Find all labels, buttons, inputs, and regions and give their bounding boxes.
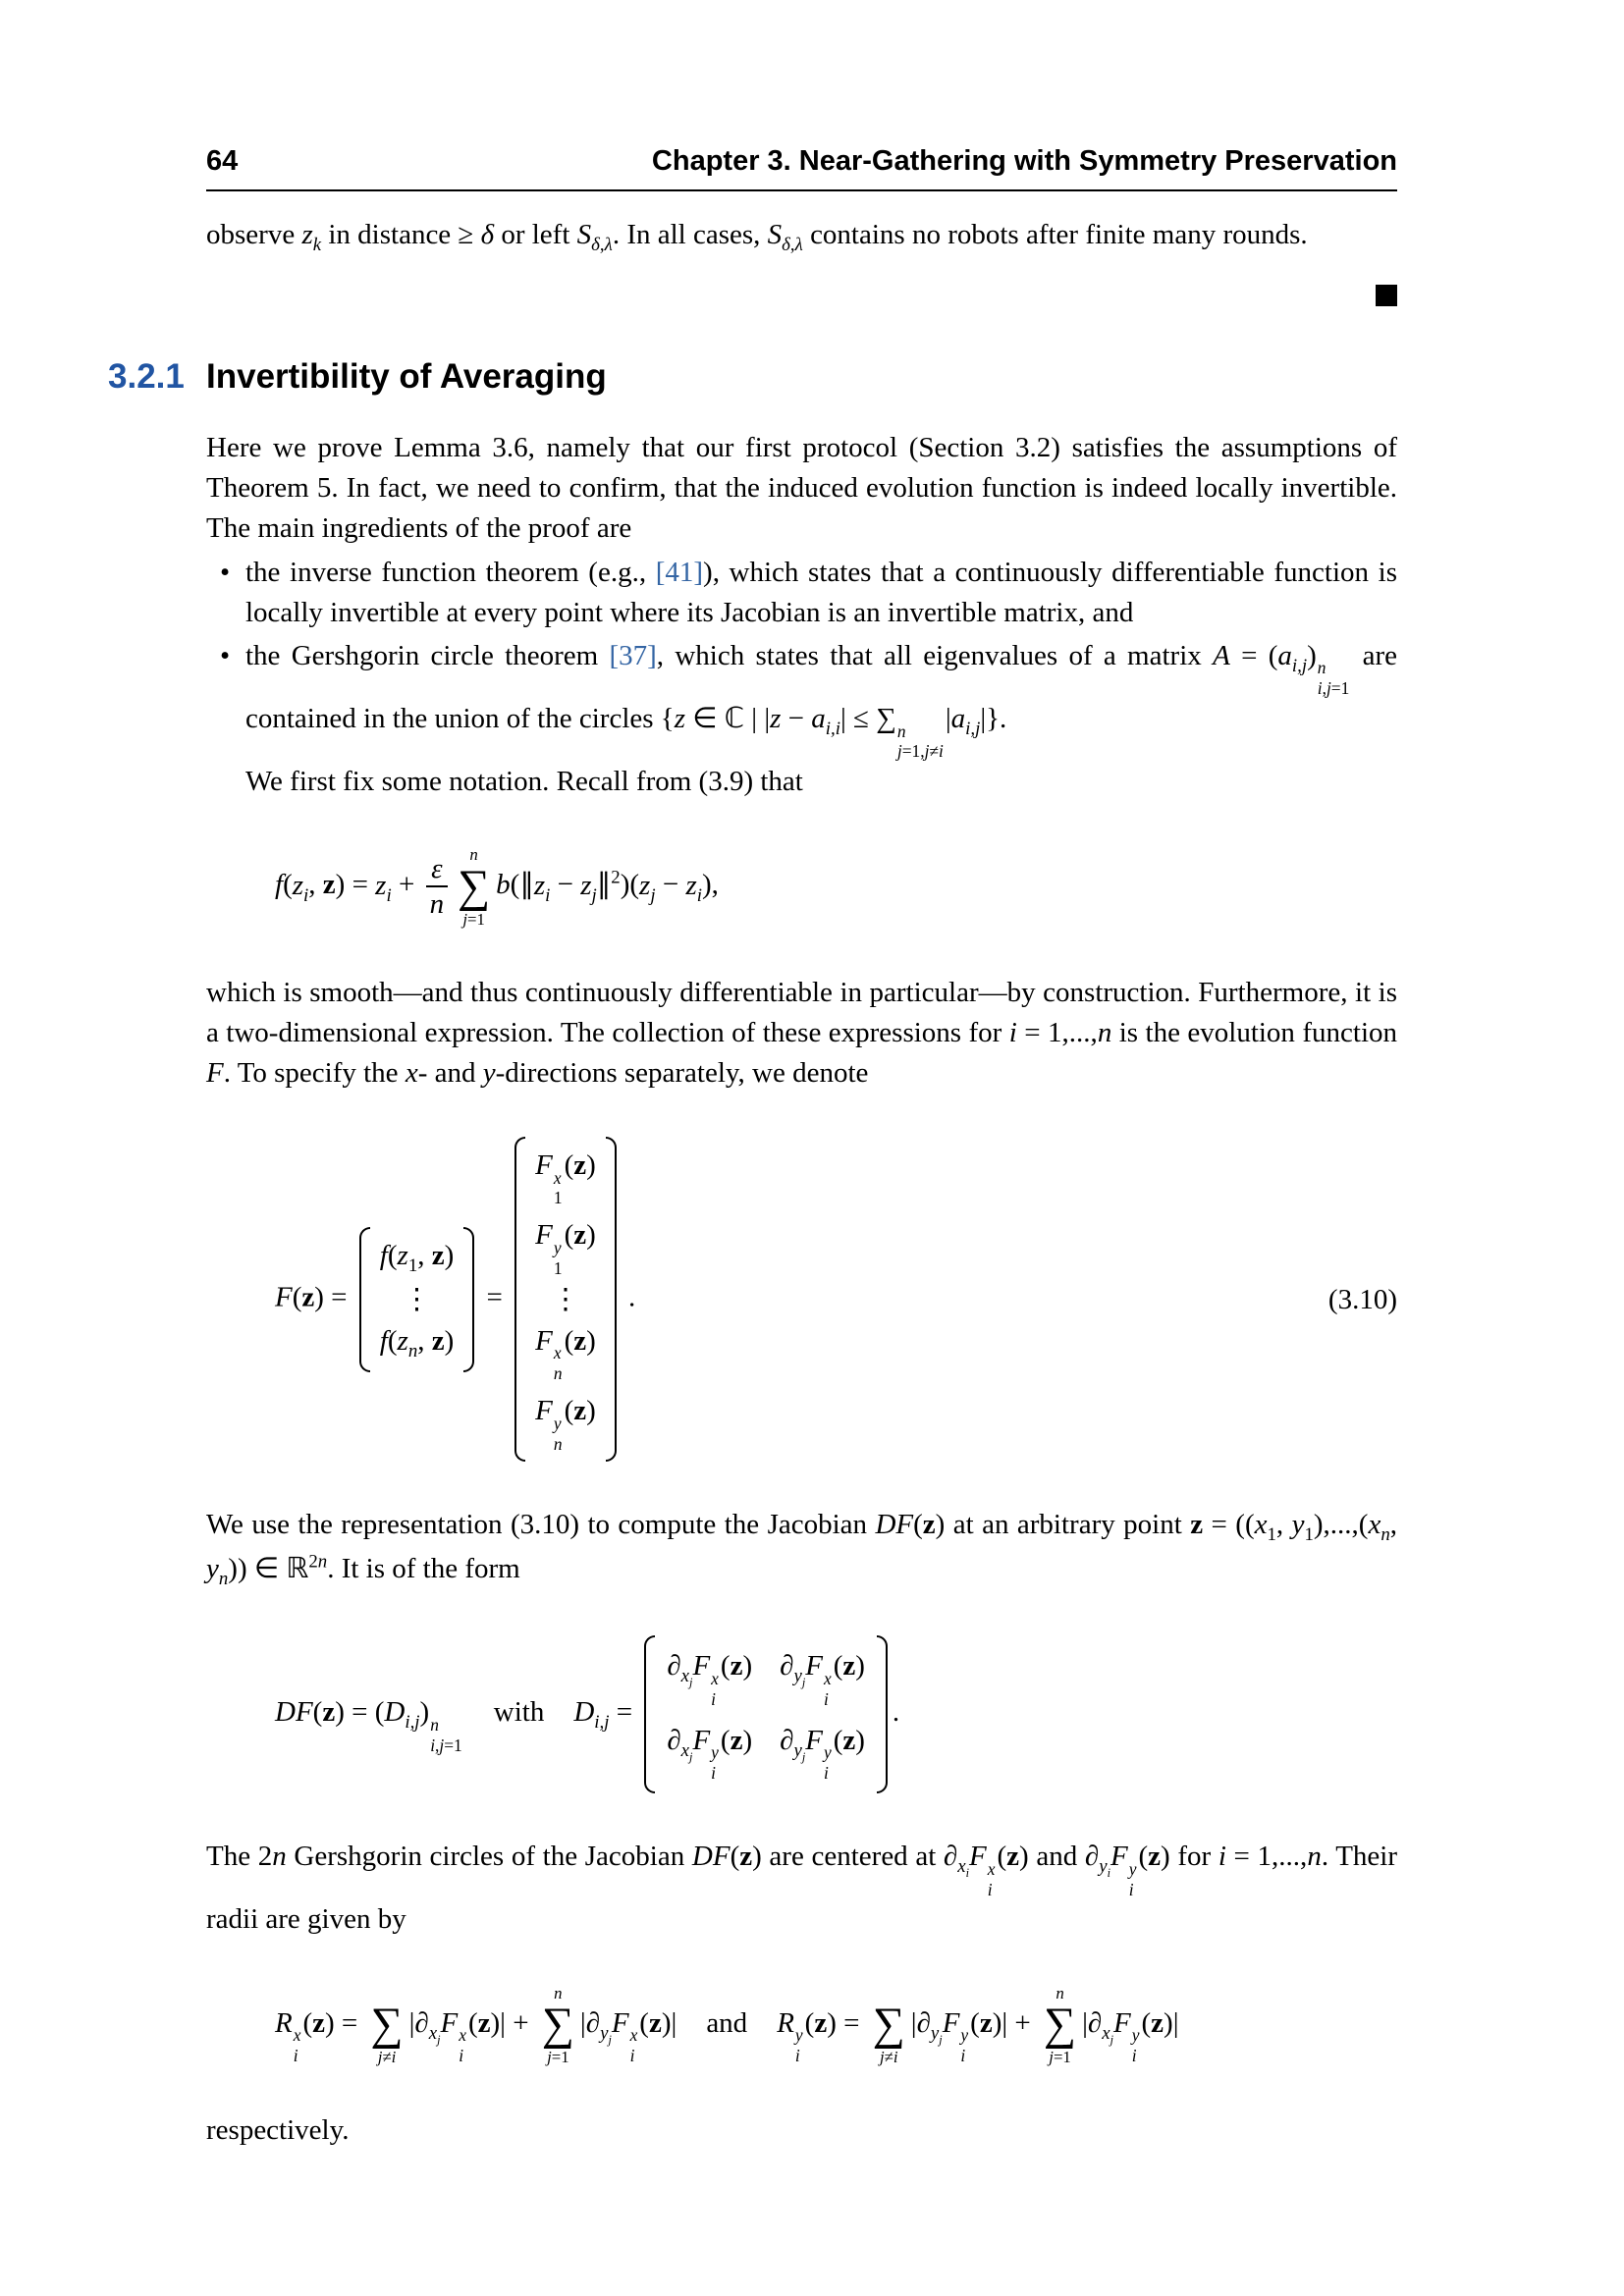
bullet-list [206,553,1397,762]
equation-jacobian-blocks: $DF(z) = (D_{i,j})$ n i,j=1 with $D_{i,j}$ = $\partial_{x_j}F$ x i (z) $\partial_{y_j}F$ x i (z) $\partial_{x_j}F$ y i (z) $\partial_{y_j}F$ y i (z) . [275,1635,1397,1793]
equation-evolution-function: $f(z_i$, $z) = z_i$ + $\frac{\varepsilon}{n}$ n ∑ j=1 $b(\parallel z_i$ − $z_j\parallel^2)(z_j - z_i)$, [275,845,719,930]
equation-3-10 [275,1137,1397,1462]
paragraph-proof-end: observe $z_k$ in distance ≥ δ or left $S_{\delta,\lambda}$. In all cases, $S_{\delta,\lambda}$ contains no robots after finite many rounds. [206,219,1308,255]
citation-41[interactable]: [41] [655,557,704,589]
chapter-running-title: Chapter 3. Near-Gathering with Symmetry Preservation [651,145,1397,177]
running-header [206,145,1397,191]
page-number: 64 [206,145,239,177]
paragraph-jacobian: We use the representation (3.10) to compute the Jacobian DF(z) at an arbitrary point $z = ((x_1$, $y_1),...,(x_n$, $y_n$)) ∈ ℝ$^{2n}$. It is of the form [206,1509,1398,1589]
qed-row [206,285,1397,306]
section-title: Invertibility of Averaging [206,356,607,396]
section-number: 3.2.1 [108,356,185,396]
section-heading [108,357,1397,397]
equation-number: (3.10) [1327,1283,1397,1315]
qed-square-icon [1376,285,1397,306]
paragraph-smoothness: which is smooth—and thus continuously differentiable in particular—by construction. Furthermore, it is a two-dimensional expression. The collection of these expressions for i = 1,...,n is the evolution function F. To specify the x- and y-directions separately, we denote [206,976,1398,1089]
equation-radii: R x i (z) = ∑ j≠i $|\partial_{x_j}F$ x i (z)| + n ∑ j=1 $|\partial_{y_j}F$ x i (z)| and R y i (z) = ∑ j≠i $|\partial_{y_j}F$ y i (z)| + n ∑ j=1 $|\partial_{x_j}F$ y i (z)| [275,1983,1179,2067]
paragraph-notation: We first fix some notation. Recall from (3.9) that [245,766,803,798]
paragraph-gershgorin-circles: The 2n Gershgorin circles of the Jacobian DF(z) are centered at $\partial_{x_i}F$ x i (z) and $\partial_{y_i}F$ y i (z) for i = 1,...,n. Their radii are given by [206,1841,1397,1936]
equation-3-10-body: F(z) = $f(z_1$, z) ⋮ $f(z_n$, z) = F x 1 (z) F y 1 (z) ⋮ F x n (z) F y n (z) . [275,1137,635,1462]
paragraph-overview: Here we prove Lemma 3.6, namely that our first protocol (Section 3.2) satisfies the assumptions of Theorem 5. In fact, we need to confirm, that the induced evolution function is indeed locally invertible. The main ingredients of the proof are [206,431,1397,545]
bullet-item-inverse-function-theorem: • the inverse function theorem (e.g., [41]), which states that a continuously differentiable function is locally invertible at every point where its Jacobian is an invertible matrix, and [206,553,1397,633]
paragraph-respectively: respectively. [206,2113,350,2146]
citation-37[interactable]: [37] [609,639,657,671]
bullet-item-gershgorin-theorem: • the Gershgorin circle theorem [37], which states that all eigenvalues of a matrix $A = (a_{i,j})$ n i,j=1 are contained in the union of the circles {z ∈ ℂ | $|z - a_{i,i}|$ ≤ ∑ n j=1,j≠i $|a_{i,j}|$}. [206,636,1397,763]
